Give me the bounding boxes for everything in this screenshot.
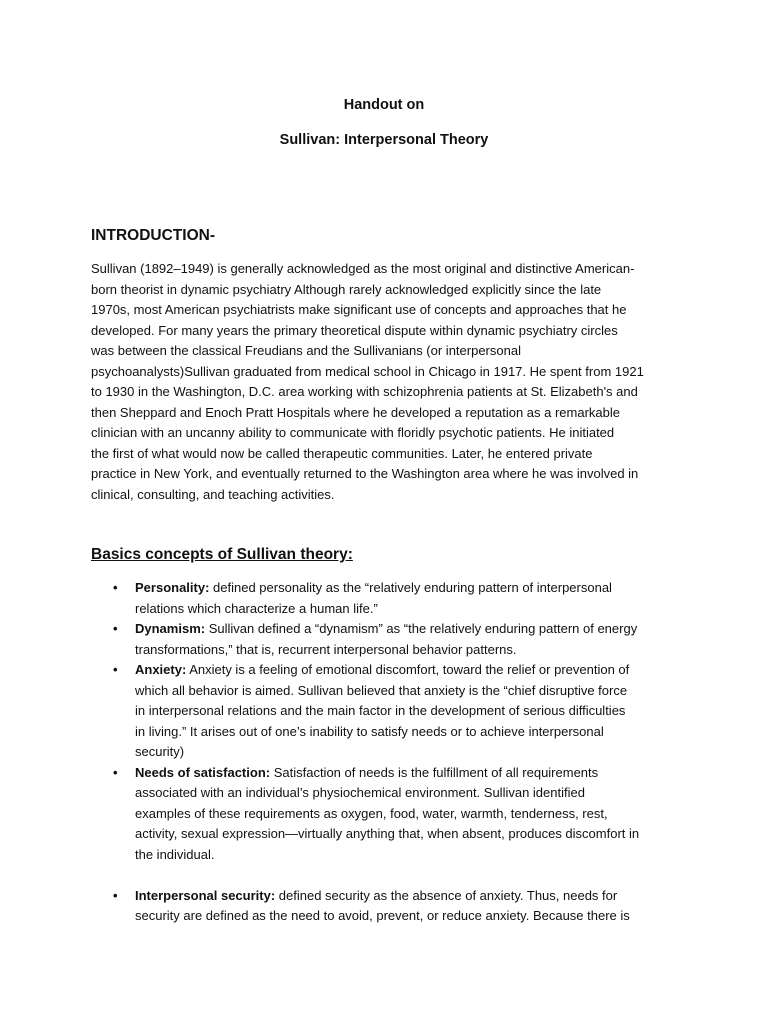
intro-paragraph	[91, 259, 671, 505]
concept-text: transformations,” that is, recurrent interpersonal behavior patterns.	[135, 641, 517, 657]
concept-text: defined security as the absence of anxiety. Thus, needs for	[275, 887, 618, 903]
concept-text: security)	[135, 744, 185, 759]
list-item	[0, 660, 695, 763]
concept-text: Anxiety is a feeling of emotional discomfort, toward the relief or prevention of	[186, 662, 630, 677]
concept-text: activity, sexual expression—virtually anything that, when absent, produces discomfort in	[135, 826, 640, 841]
concept-text: examples of these requirements as oxygen, food, water, warmth, tenderness, rest,	[135, 805, 608, 821]
intro-line: born theorist in dynamic psychiatry Although rarely acknowledged explicitly since the late	[91, 281, 602, 297]
intro-line: to 1930 in the Washington, D.C. area working with schizophrenia patients at St. Elizabeth's and	[91, 384, 638, 399]
concept-text: in interpersonal relations and the main factor in the development of serious difficulties	[135, 703, 626, 718]
handout-title-line1: Handout on	[343, 97, 425, 113]
intro-line: developed. For many years the primary theoretical dispute within dynamic psychiatry circles	[91, 322, 618, 338]
intro-line: Sullivan (1892–1949) is generally acknowledged as the most original and distinctive American-	[91, 261, 635, 276]
bullet-icon: •	[113, 887, 118, 903]
concept-text: which all behavior is aimed. Sullivan believed that anxiety is the “chief disruptive force	[135, 682, 628, 698]
intro-line: practice in New York, and eventually returned to the Washington area where he was involved in	[91, 466, 639, 481]
intro-line: clinical, consulting, and teaching activities.	[91, 486, 335, 502]
concept-term: Dynamism:	[135, 621, 206, 636]
concepts-list	[0, 578, 768, 927]
handout-title-line2: Sullivan: Interpersonal Theory	[279, 132, 489, 148]
concept-text: relations which characterize a human life.”	[135, 600, 378, 616]
basics-heading: Basics concepts of Sullivan theory:	[91, 546, 353, 563]
bullet-icon: •	[113, 662, 118, 677]
intro-line: clinician with an uncanny ability to communicate with floridly psychotic patients. He initiated	[91, 425, 615, 440]
concept-term: Personality:	[135, 580, 210, 595]
bullet-icon: •	[113, 764, 118, 780]
concept-text: the individual.	[135, 846, 215, 862]
bullet-icon: •	[113, 621, 118, 636]
concept-text: Sullivan defined a “dynamism” as “the relatively enduring pattern of energy	[205, 621, 638, 636]
concept-text: Satisfaction of needs is the fulfillment of all requirements	[270, 764, 599, 780]
bullet-icon: •	[113, 580, 118, 595]
concept-term: Interpersonal security:	[135, 887, 276, 903]
list-item	[0, 886, 695, 927]
concept-term: Anxiety:	[135, 662, 187, 677]
intro-heading: INTRODUCTION-	[91, 227, 215, 244]
concept-text: security are defined as the need to avoid, prevent, or reduce anxiety. Because there is	[135, 908, 630, 923]
intro-line: was between the classical Freudians and the Sullivanians (or interpersonal	[91, 343, 521, 358]
list-item	[0, 763, 695, 866]
concept-text: defined personality as the “relatively enduring pattern of interpersonal	[209, 580, 612, 595]
intro-line: 1970s, most American psychiatrists make significant use of concepts and approaches that he	[91, 302, 627, 317]
intro-line: then Sheppard and Enoch Pratt Hospitals where he developed a reputation as a remarkable	[91, 404, 621, 420]
list-item	[0, 578, 695, 619]
concept-text: associated with an individual’s physiochemical environment. Sullivan identified	[135, 785, 585, 800]
spacer	[0, 865, 768, 886]
concept-text: in living.” It arises out of one’s inability to satisfy needs or to achieve interpersonal	[135, 723, 604, 739]
intro-line: the first of what would now be called therapeutic communities. Later, he entered private	[91, 445, 593, 461]
list-item	[0, 619, 695, 660]
intro-line: psychoanalysts)Sullivan graduated from medical school in Chicago in 1917. He spent from 1921	[91, 363, 644, 379]
concept-term: Needs of satisfaction:	[135, 764, 271, 780]
